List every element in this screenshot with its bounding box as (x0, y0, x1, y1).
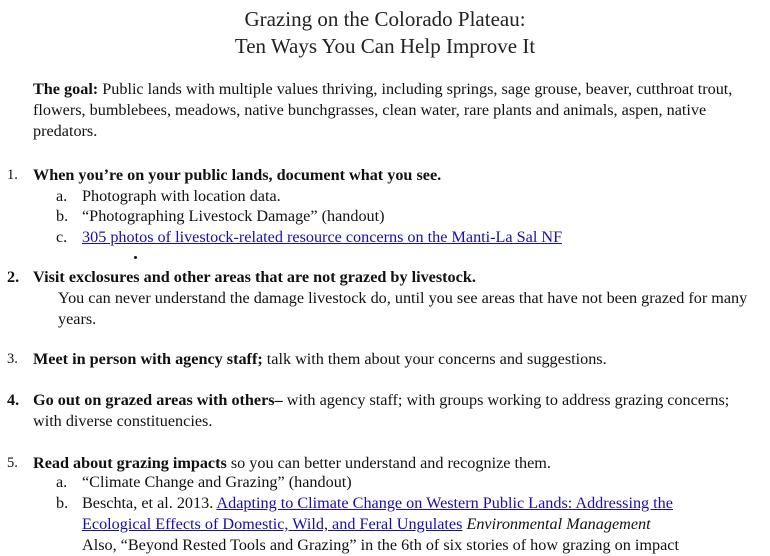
item-number: 2. (7, 268, 20, 286)
citation-authors: Beschta, et al. 2013. (82, 494, 217, 512)
item-heading: When you’re on your public lands, document what you see. (33, 166, 442, 184)
photos-link[interactable]: 305 photos of livestock-related resource concerns on the Manti-La Sal NF (82, 228, 563, 246)
sub-letter: b. (56, 207, 69, 225)
sub-letter: b. (56, 494, 69, 512)
sub-text: Photograph with location data. (82, 187, 281, 205)
item-heading: Meet in person with agency staff; (33, 350, 263, 368)
item-number: 1. (7, 167, 18, 183)
item-heading: Read about grazing impacts (33, 454, 227, 472)
goal-label: The goal: (33, 80, 99, 98)
item-number: 4. (7, 391, 20, 409)
item-heading: Go out on grazed areas with others– (33, 391, 283, 409)
item-text: talk with them about your concerns and suggestions. (262, 350, 607, 368)
title-line-1: Grazing on the Colorado Plateau: (244, 7, 526, 31)
list-item-4 (7, 390, 733, 432)
item-text: so you can better understand and recognize them. (226, 454, 551, 472)
item-number: 3. (7, 351, 18, 367)
item-2-body: You can never understand the damage livestock do, until you see areas that have not been grazed for many years. (58, 289, 748, 328)
stray-dot (134, 256, 137, 259)
item-number: 5. (7, 455, 18, 471)
sub-item-1b (56, 206, 742, 227)
sub-letter: c. (56, 228, 68, 246)
sub-item-1c (56, 227, 742, 248)
sub-item-5b (56, 493, 722, 535)
sub-letter: a. (56, 187, 68, 205)
sub-item-5c-partial: Also, “Beyond Rested Tools and Grazing” in the 6th of six stories of how grazing on impact (82, 536, 679, 554)
sub-text: “Photographing Livestock Damage” (handout) (82, 207, 385, 225)
journal-name: Environmental Management (462, 515, 651, 533)
goal-paragraph (33, 79, 743, 142)
title-line-2: Ten Ways You Can Help Improve It (234, 34, 536, 58)
climate-article-link[interactable]: Adapting to Climate Change on Western Public Lands: Addressing the Ecological Effects of Domestic, Wild, and Feral Ungulates (82, 494, 673, 533)
sub-item-5a (56, 472, 742, 493)
list-item-3 (7, 349, 753, 370)
item-heading: Visit exclosures and other areas that are not grazed by livestock. (33, 268, 476, 286)
list-item-5 (7, 453, 753, 474)
list-item-2 (7, 267, 753, 288)
goal-text: Public lands with multiple values thriving, including springs, sage grouse, beaver, cutthroat trout, flowers, bumblebees, meadows, native bunchgrasses, clean water, rare plants and animals, aspen, native predators. (33, 80, 733, 140)
item-text: with agency staff; with groups working to address grazing concerns; with diverse constituencies. (33, 391, 730, 430)
sub-text: “Climate Change and Grazing” (handout) (82, 473, 352, 491)
sub-item-1a (56, 186, 742, 207)
list-item-1 (7, 165, 753, 186)
document-title (0, 6, 770, 60)
sub-letter: a. (56, 473, 68, 491)
